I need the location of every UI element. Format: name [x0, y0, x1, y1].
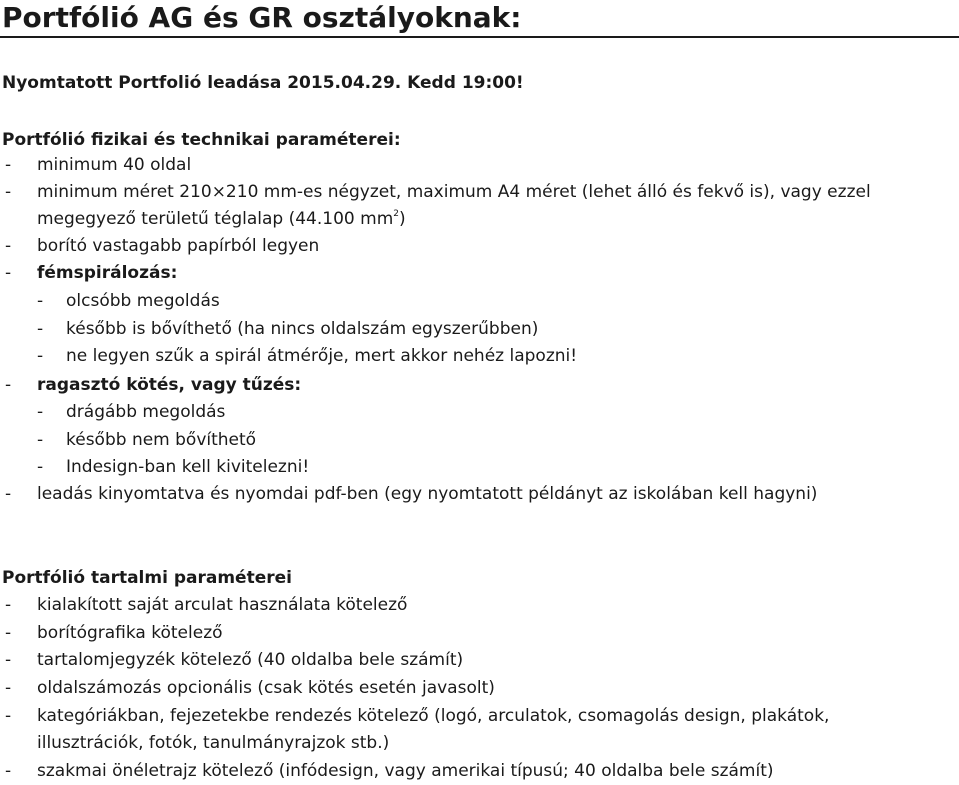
- sub-item-text: drágább megoldás: [66, 402, 226, 422]
- item-text: oldalszámozás opcionális (csak kötés esetén javasolt): [37, 678, 495, 698]
- sub-item-text: később is bővíthető (ha nincs oldalszám egyszerűbben): [66, 319, 539, 339]
- spiral-label: fémspirálozás:: [37, 263, 178, 283]
- physical-heading-text: Portfólió fizikai és technikai paraméterei:: [2, 130, 401, 150]
- bullet-dash: -: [5, 155, 12, 175]
- bullet-dash: -: [5, 761, 12, 781]
- bullet-dash: -: [5, 595, 12, 615]
- bullet-dash: -: [5, 484, 12, 504]
- item-text: minimum 40 oldal: [37, 155, 192, 175]
- sub-item-text: később nem bővíthető: [66, 430, 257, 450]
- item-text: tartalomjegyzék kötelező (40 oldalba bele számít): [37, 650, 464, 670]
- item-text: kategóriákban, fejezetekbe rendezés kötelező (logó, arculatok, csomagolás design, plakátok,: [37, 706, 830, 726]
- deadline-text: Nyomtatott Portfolió leadása 2015.04.29. Kedd 19:00!: [2, 73, 524, 93]
- item-text: leadás kinyomtatva és nyomdai pdf-ben (egy nyomtatott példányt az iskolában kell hagyni): [37, 484, 818, 504]
- sub-item-text: Indesign-ban kell kivitelezni!: [66, 457, 310, 477]
- sub-item-text: ne legyen szűk a spirál átmérője, mert akkor nehéz lapozni!: [66, 346, 578, 366]
- title-underline: [0, 36, 959, 38]
- size-area-text: megegyező területű téglalap (44.100 mm: [37, 209, 394, 229]
- item-text: borítógrafika kötelező: [37, 623, 223, 643]
- sub-item-text: olcsóbb megoldás: [66, 291, 220, 311]
- content-heading-text: Portfólió tartalmi paraméterei: [2, 568, 292, 588]
- item-text: szakmai önéletrajz kötelező (infódesign, vagy amerikai típusú; 40 oldalba bele számít): [37, 761, 774, 781]
- item-text: illusztrációk, fotók, tanulmányrajzok stb.): [37, 733, 390, 753]
- size-close-paren: ): [399, 209, 406, 229]
- item-text: [37, 206, 406, 232]
- bullet-dash: -: [37, 402, 44, 422]
- bullet-dash: -: [37, 319, 44, 339]
- bullet-dash: -: [37, 291, 44, 311]
- bullet-dash: -: [5, 263, 12, 283]
- bullet-dash: -: [5, 678, 12, 698]
- binding-label: ragasztó kötés, vagy tűzés:: [37, 375, 302, 395]
- bullet-dash: -: [5, 623, 12, 643]
- item-text: kialakított saját arculat használata kötelező: [37, 595, 408, 615]
- superscript-squared: 2: [393, 209, 399, 219]
- page-title: Portfólió AG és GR osztályoknak:: [2, 1, 522, 34]
- bullet-dash: -: [5, 650, 12, 670]
- bullet-dash: -: [5, 236, 12, 256]
- item-text: borító vastagabb papírból legyen: [37, 236, 320, 256]
- bullet-dash: -: [5, 375, 12, 395]
- bullet-dash: -: [5, 182, 12, 202]
- bullet-dash: -: [37, 430, 44, 450]
- item-text: minimum méret 210×210 mm-es négyzet, maximum A4 méret (lehet álló és fekvő is), vagy ezzel: [37, 182, 871, 202]
- bullet-dash: -: [37, 457, 44, 477]
- bullet-dash: -: [5, 706, 12, 726]
- bullet-dash: -: [37, 346, 44, 366]
